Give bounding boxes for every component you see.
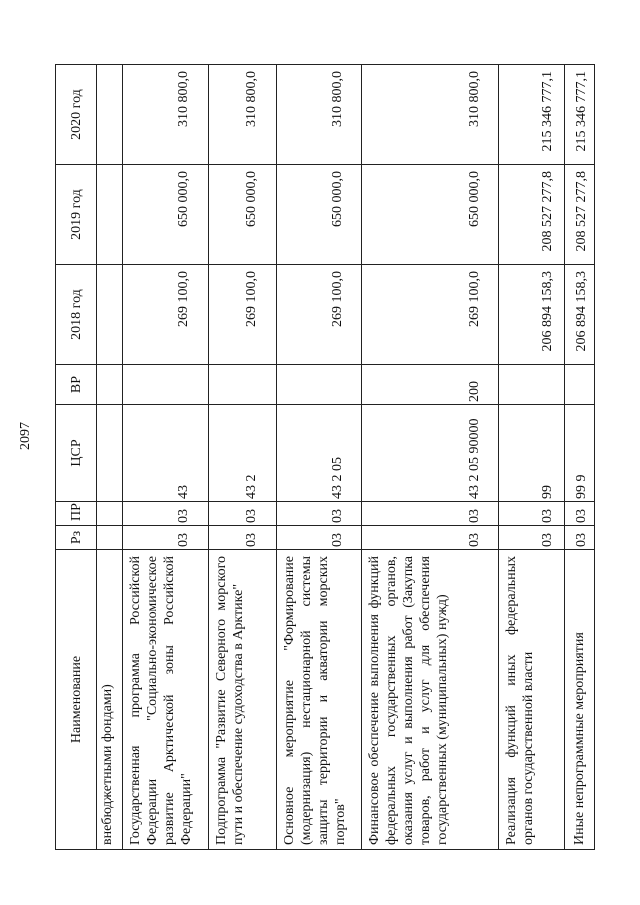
row-2020: 310 800,0	[176, 71, 191, 127]
table-row	[277, 65, 362, 850]
row-2020: 310 800,0	[330, 71, 345, 127]
row-rz: 03	[330, 533, 345, 547]
row-name: Иные непрограммные мероприятия	[565, 550, 595, 850]
row-2020: 215 346 777,1	[540, 71, 555, 152]
row-csr: 43	[176, 485, 191, 499]
table-row	[362, 65, 499, 850]
row-pr: 03	[244, 509, 259, 523]
row-2019: 208 527 277,8	[540, 171, 555, 252]
row-name: Подпрограмма "Развитие Северного морского пути и обеспечение судоходства в Арктике"	[209, 550, 277, 850]
row-2019: 650 000,0	[244, 171, 259, 227]
row-rz: 03	[244, 533, 259, 547]
row-2018: 269 100,0	[330, 271, 345, 327]
row-2019: 650 000,0	[330, 171, 345, 227]
row-name: Основное мероприятие "Формирование (модернизация) нестационарной системы защиты территории и акватории морских портов"	[277, 550, 362, 850]
row-rz: 03	[467, 533, 482, 547]
header-name: Наименование	[56, 550, 97, 850]
row-pr: 03	[467, 509, 482, 523]
row-csr: 43 2	[244, 474, 259, 499]
table-row	[97, 65, 123, 850]
row-rz: 03	[540, 533, 555, 547]
table-row	[123, 65, 209, 850]
header-2019: 2019 год	[56, 165, 97, 265]
header-2018: 2018 год	[56, 265, 97, 365]
row-pr: 03	[176, 509, 191, 523]
table-row	[209, 65, 277, 850]
row-2018: 269 100,0	[176, 271, 191, 327]
row-csr: 99 9	[574, 474, 589, 499]
page-number	[0, 421, 52, 451]
row-pr: 03	[330, 509, 345, 523]
header-vr: ВР	[56, 365, 97, 405]
row-2020: 310 800,0	[244, 71, 259, 127]
table-header-row	[56, 65, 97, 850]
row-2019: 650 000,0	[467, 171, 482, 227]
row-2018: 206 894 158,3	[574, 271, 589, 352]
row-csr: 43 2 05	[330, 457, 345, 499]
row-2019: 208 527 277,8	[574, 171, 589, 252]
row-rz: 03	[574, 533, 589, 547]
row-name: Государственная программа Российской Федерации "Социально-экономическое развитие Арктической зоны Российской Федерации"	[123, 550, 209, 850]
row-vr: 200	[467, 381, 482, 402]
row-2020: 310 800,0	[467, 71, 482, 127]
row-name: внебюджетными фондами)	[97, 550, 123, 850]
row-2018: 269 100,0	[467, 271, 482, 327]
row-name: Реализация функций иных федеральных органов государственной власти	[499, 550, 565, 850]
budget-table	[55, 64, 595, 850]
header-2020: 2020 год	[56, 65, 97, 165]
row-2020: 215 346 777,1	[574, 71, 589, 152]
row-pr: 03	[574, 509, 589, 523]
table-row	[499, 65, 565, 850]
row-pr: 03	[540, 509, 555, 523]
row-2019: 650 000,0	[176, 171, 191, 227]
header-rz: Рз	[56, 526, 97, 550]
header-csr: ЦСР	[56, 405, 97, 502]
row-csr: 99	[540, 485, 555, 499]
rotated-table-container	[55, 65, 589, 850]
table-row	[565, 65, 595, 850]
header-pr: ПР	[56, 502, 97, 526]
row-csr: 43 2 05 90000	[467, 418, 482, 499]
row-rz: 03	[176, 533, 191, 547]
row-2018: 269 100,0	[244, 271, 259, 327]
row-name: Финансовое обеспечение выполнения функций федеральных государственных органов, оказания услуг и выполнения работ (Закупка товаров, работ и услуг для обеспечения государственных (муниципальных) нужд)	[362, 550, 499, 850]
page-number-text: 2097	[18, 422, 33, 450]
row-2018: 206 894 158,3	[540, 271, 555, 352]
